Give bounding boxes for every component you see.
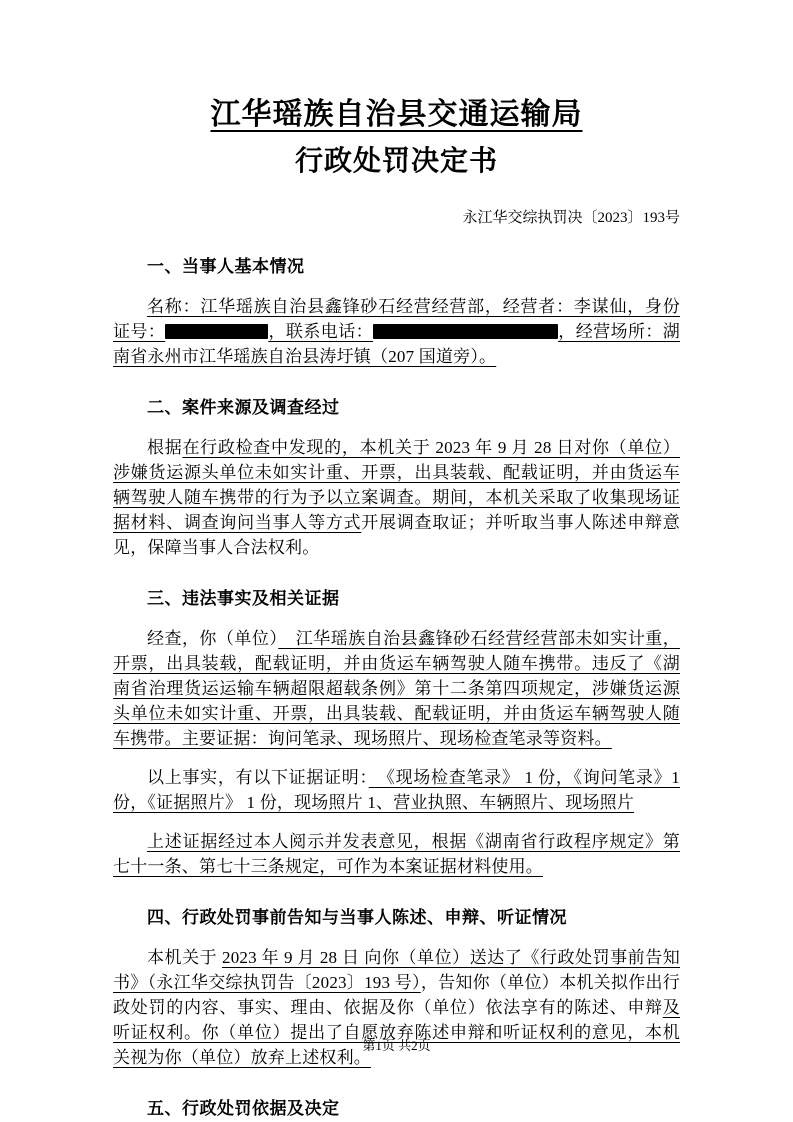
section-heading-2: 二、案件来源及调查经过 bbox=[147, 398, 340, 417]
document-body bbox=[113, 255, 680, 1121]
paragraph bbox=[113, 435, 680, 560]
text-segment: ，经营场所：湖南省永州市江华瑶族自治县涛圩镇（207 国道旁）。 bbox=[113, 322, 681, 366]
paragraph bbox=[113, 626, 680, 751]
text-segment: ，联系电话： bbox=[268, 322, 374, 341]
text-segment: 本机关于 bbox=[147, 948, 223, 967]
text-segment: 开展调查取证；并听取当事人陈述申辩意见，保障当事人合法权利。 bbox=[113, 513, 680, 557]
text-segment: 上述证据经过本人阅示并发表意见，根据《湖南省行政程序规定》第七十一条、第七十三条规定，可作为本案证据材料使用。 bbox=[113, 832, 680, 876]
text-segment: 根据 bbox=[147, 438, 183, 457]
text-segment: 以上事实，有以下证据证明： bbox=[147, 768, 369, 787]
text-segment: 名称：江华瑶族自治县鑫锋砂石经营经营部，经营者：李谋仙，身份证号： bbox=[113, 297, 680, 341]
section-heading-4: 四、行政处罚事前告知与当事人陈述、申辩、听证情况 bbox=[147, 908, 567, 927]
redaction-bar bbox=[373, 324, 558, 339]
redaction-bar bbox=[165, 324, 268, 339]
paragraph bbox=[113, 829, 680, 879]
text-segment: 《现场检查笔录》 1 份，《询问笔录》1 份，《证据照片》 1 份，现场照片 1、营业执照、车辆照片、现场照片 bbox=[113, 768, 680, 812]
paragraph bbox=[113, 765, 680, 815]
text-segment: 江华瑶族自治县鑫锋砂石经营经营部未如实计重，开票，出具装载，配载证明，并由货运车辆驾驶人随车携带。违反了《湖南省治理货运运输车辆超限超载条例》第十二条第四项规定，涉嫌货运源头单位未如实计重、开票，出具装载、配载证明，并由货运车辆驾驶人随车携带。主要证据：询问笔录、现场照片、现场检查笔录等资料。 bbox=[113, 629, 680, 748]
text-segment: ，告知你（单位）本机关拟作出行政处罚的内容、事实、理由、依据及你（单位）依法享有的陈述、申辩 bbox=[113, 973, 681, 1017]
text-segment: 在行政检查中发现的，本机关于 2023 年 9 月 28 日对你（单位）涉嫌货运源头单位未如实计重、开票，出具装载、配载证明，并由货运车辆驾驶人随车携带的行为予以立案调查。期间，本机关采取了收集现场证据材料、调查询问当事人等方式 bbox=[113, 438, 681, 532]
text-segment: 经查，你（单位） bbox=[147, 629, 279, 648]
section-heading-1: 一、当事人基本情况 bbox=[147, 257, 305, 276]
document-title-line2: 行政处罚决定书 bbox=[294, 145, 498, 176]
page-footer: 第1页 共2页 bbox=[362, 1038, 431, 1053]
document-number: 永江华交综执罚决〔2023〕193号 bbox=[462, 210, 680, 226]
section-heading-5: 五、行政处罚依据及决定 bbox=[147, 1099, 340, 1118]
text-segment: 及听证权利。你（单位）提出了自愿放弃陈述申辩和听证权利的意见，本机关视为你（单位）放弃上述权利。 bbox=[113, 998, 680, 1067]
paragraph bbox=[113, 294, 680, 369]
document-title-line1: 江华瑶族自治县交通运输局 bbox=[210, 98, 583, 131]
section-heading-3: 三、违法事实及相关证据 bbox=[147, 589, 340, 608]
text-segment: 2023 年 9 月 28 日 向你（单位）送达了《行政处罚事前告知书》（永江华交综执罚告〔2023〕193 号） bbox=[113, 948, 680, 992]
